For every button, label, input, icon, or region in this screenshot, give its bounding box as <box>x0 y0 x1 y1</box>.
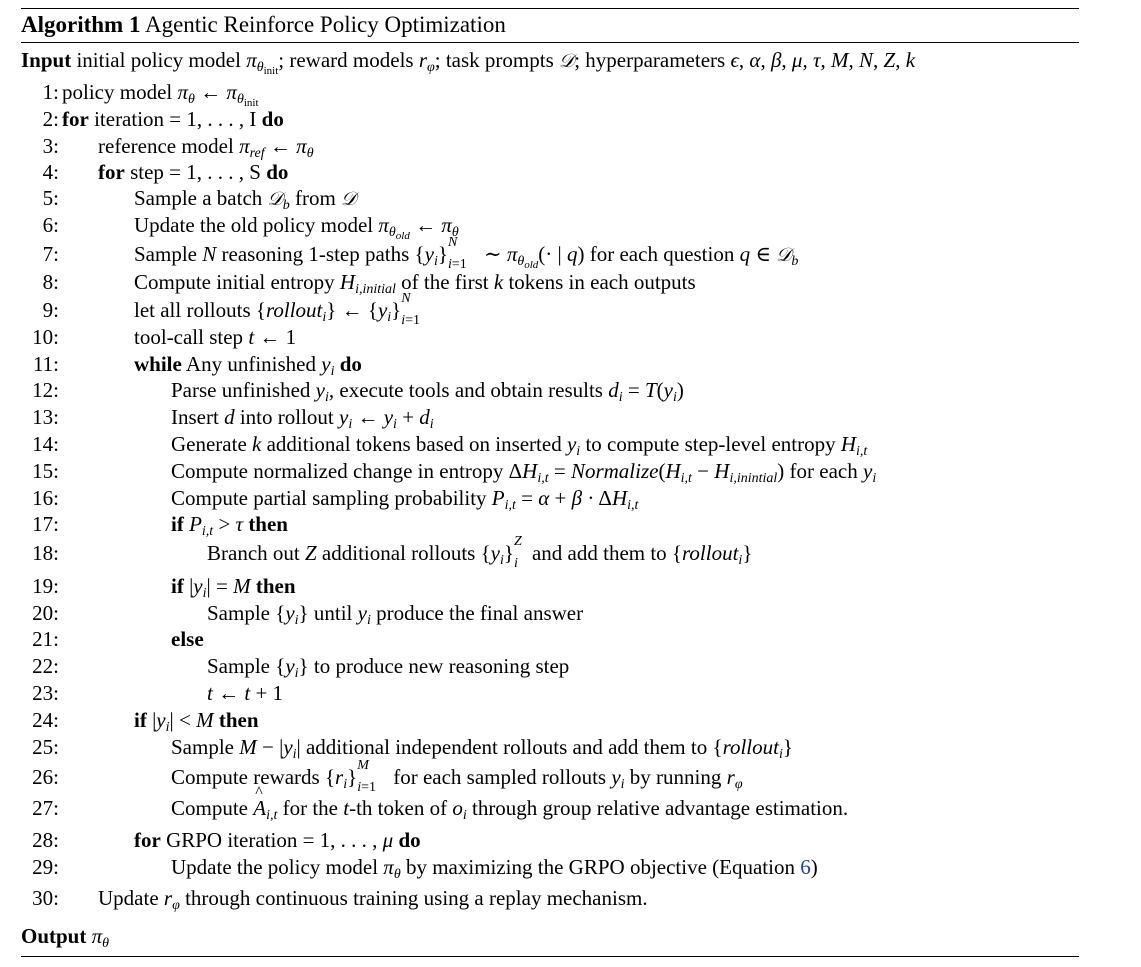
line-number: 21: <box>32 627 59 651</box>
line-text: let all rollouts {rollout$_i$} ← $\{y_i\}$ N i=1 <box>134 291 421 328</box>
line-number: 29: <box>32 855 59 879</box>
line-number: 9: <box>42 298 59 322</box>
line-number: 20: <box>32 601 59 625</box>
line-text: Sample $M - |y_i|$ additional independent rollouts and add them to {rollout$_i$} <box>171 735 793 762</box>
line-number: 16: <box>32 486 59 510</box>
line-17 <box>21 512 1079 539</box>
line-text: for GRPO iteration = 1, . . . , μ do <box>134 828 421 852</box>
line-number: 24: <box>32 708 59 732</box>
line-11 <box>21 352 1079 379</box>
line-number: 30: <box>32 886 59 910</box>
line-text: for iteration = 1, . . . , I do <box>62 107 284 131</box>
line-number: 5: <box>42 186 59 210</box>
header-rule <box>21 42 1079 43</box>
line-2 <box>21 107 1079 134</box>
line-text: Compute normalized change in entropy $\Delta H_{i,t}$ = $Normalize(H_{i,t} - H_{i,inintial})$ for each $y_i$ <box>171 459 877 486</box>
line-18 <box>21 534 1079 571</box>
line-text: while Any unfinished $y_i$ do <box>134 352 362 379</box>
line-text: Sample a batch 𝒟$_b$ from 𝒟 <box>134 186 357 213</box>
line-24 <box>21 708 1079 735</box>
line-14 <box>21 432 1079 459</box>
line-number: 15: <box>32 459 59 483</box>
output-line: Output $\pi_\theta$ <box>21 924 110 951</box>
line-number: 14: <box>32 432 59 456</box>
line-number: 6: <box>42 213 59 237</box>
line-22 <box>21 654 1079 681</box>
line-number: 23: <box>32 681 59 705</box>
line-text: Sample N reasoning 1-step paths $\{y_i\}$ N i=1 ∼ $\pi_{\theta_{old}}(\cdot$ | q) for each question q ∈ 𝒟$_b$ <box>134 235 799 272</box>
input-label: Input <box>21 48 72 72</box>
top-rule <box>21 8 1079 9</box>
line-text: else <box>171 627 204 651</box>
line-1 <box>21 80 1079 107</box>
line-6 <box>21 213 1079 240</box>
line-text: Compute initial entropy $H_{i,initial}$ of the first k tokens in each outputs <box>134 270 696 297</box>
line-number: 12: <box>32 378 59 402</box>
line-text: Compute ^ $A_{i,t}$ for the t-th token of $o_i$ through group relative advantage estimation. <box>171 796 848 821</box>
algorithm-name: Agentic Reinforce Policy Optimization <box>144 12 506 37</box>
line-30 <box>21 886 1079 913</box>
line-number: 26: <box>32 765 59 789</box>
output-label: Output <box>21 924 87 948</box>
line-12 <box>21 378 1079 405</box>
line-text: Update $r_\varphi$ through continuous training using a replay mechanism. <box>98 886 648 913</box>
line-28 <box>21 828 1079 855</box>
line-23 <box>21 681 1079 708</box>
line-26 <box>21 758 1079 795</box>
line-number: 22: <box>32 654 59 678</box>
line-number: 11: <box>32 352 59 376</box>
line-number: 25: <box>32 735 59 759</box>
line-27 <box>21 796 1079 823</box>
line-number: 28: <box>32 828 59 852</box>
line-4 <box>21 160 1079 187</box>
line-number: 1: <box>42 80 59 104</box>
line-number: 10: <box>32 325 59 349</box>
line-text: if $P_{i,t} > \tau$ then <box>171 512 288 539</box>
input-line: Input initial policy model $\pi_{\theta_{init}}$; reward models $r_\varphi$; task prompts 𝒟; hyperparameters ϵ, α, β, μ, τ, M, N, Z, k <box>21 48 916 77</box>
line-text: policy model $\pi_\theta$ ← $\pi_{\theta_{init}}$ <box>62 80 259 109</box>
bottom-rule <box>21 956 1079 957</box>
line-9 <box>21 291 1079 328</box>
line-number: 18: <box>32 541 59 565</box>
line-text: Compute rewards $\{r_i\}$ M i=1 for each sampled rollouts $y_i$ by running $r_\varphi$ <box>171 758 743 795</box>
line-text: Sample $\{y_i\}$ until $y_i$ produce the final answer <box>207 601 584 628</box>
algorithm-title <box>21 12 506 38</box>
line-15 <box>21 459 1079 486</box>
line-13 <box>21 405 1079 432</box>
line-3 <box>21 134 1079 161</box>
line-text: Update the policy model $\pi_\theta$ by maximizing the GRPO objective (Equation 6) <box>171 855 818 882</box>
line-text: Parse unfinished $y_i$, execute tools and obtain results $d_i = T(y_i)$ <box>171 378 684 405</box>
line-21 <box>21 627 1079 654</box>
line-10 <box>21 325 1079 352</box>
line-8 <box>21 270 1079 297</box>
line-text: tool-call step t ← 1 <box>134 325 297 349</box>
line-text: Insert d into rollout $y_i$ ← $y_i + d_i$ <box>171 405 434 432</box>
line-text: if $|y_i| = M$ then <box>171 574 296 601</box>
line-text: Update the old policy model $\pi_{\theta_{old}}$ ← $\pi_\theta$ <box>134 213 459 242</box>
line-number: 19: <box>32 574 59 598</box>
line-16 <box>21 486 1079 513</box>
line-number: 3: <box>42 134 59 158</box>
line-number: 27: <box>32 796 59 820</box>
line-number: 8: <box>42 270 59 294</box>
line-text: reference model $\pi_{ref}$ ← $\pi_\theta$ <box>98 134 314 161</box>
line-number: 7: <box>42 242 59 266</box>
line-text: Sample $\{y_i\}$ to produce new reasoning step <box>207 654 570 681</box>
line-number: 17: <box>32 512 59 536</box>
line-20 <box>21 601 1079 628</box>
line-text: Generate k additional tokens based on inserted $y_i$ to compute step-level entropy $H_{i,t}$ <box>171 432 868 459</box>
line-19 <box>21 574 1079 601</box>
line-text: Compute partial sampling probability $P_{i,t} = \alpha + \beta \cdot \Delta H_{i,t}$ <box>171 486 639 513</box>
line-number: 2: <box>42 107 59 131</box>
line-text: for step = 1, . . . , S do <box>98 160 289 184</box>
equation-link[interactable]: 6 <box>800 855 811 879</box>
line-29 <box>21 855 1079 882</box>
algorithm-label: Algorithm 1 <box>21 12 141 37</box>
line-number: 4: <box>42 160 59 184</box>
line-text: Branch out Z additional rollouts $\{y_i\}$ Z i and add them to {rollout$_i$} <box>207 534 753 571</box>
line-text: t ← t + 1 <box>207 681 284 705</box>
line-7 <box>21 235 1079 272</box>
line-5 <box>21 186 1079 213</box>
line-text: if $|y_i| < M$ then <box>134 708 259 735</box>
line-25 <box>21 735 1079 762</box>
line-number: 13: <box>32 405 59 429</box>
